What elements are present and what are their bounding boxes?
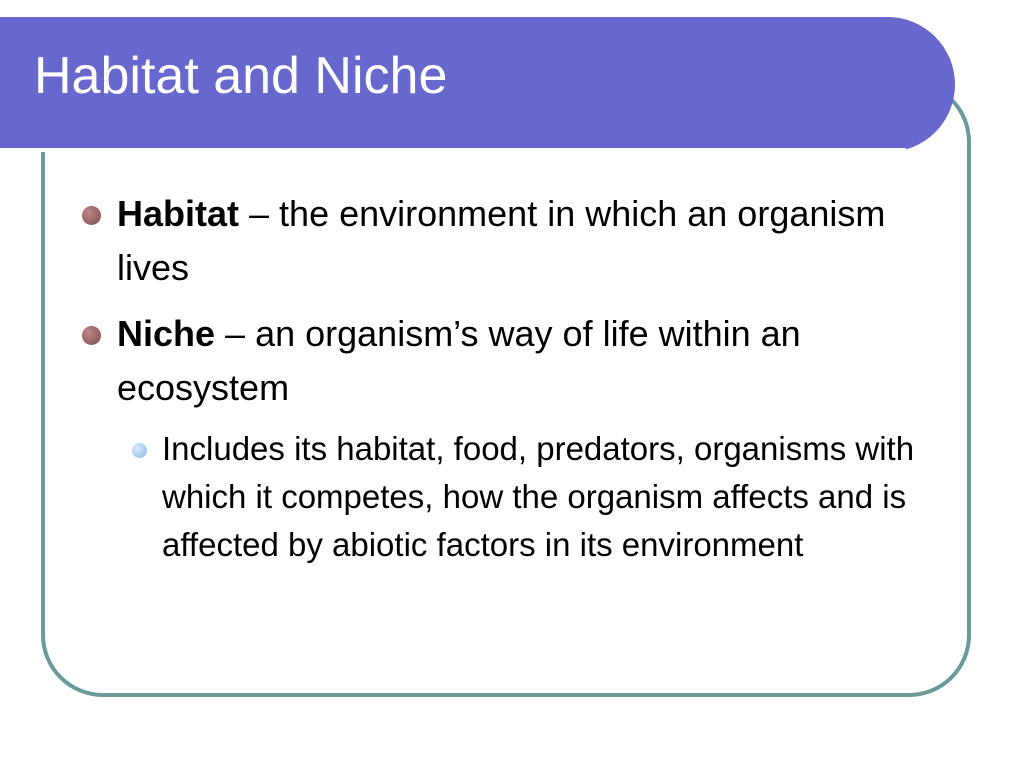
bullet-definition: – an organism’s way of life within an ecosystem xyxy=(117,313,801,408)
bullet-item-niche xyxy=(117,307,927,415)
bullet-dot-icon xyxy=(82,206,101,225)
bullet-item-habitat xyxy=(117,187,927,295)
sub-bullet-dot-icon xyxy=(132,443,147,458)
bullet-term: Habitat xyxy=(117,193,240,234)
bullet-term: Niche xyxy=(117,313,216,354)
sub-bullet-text: Includes its habitat, food, predators, organisms with which it competes, how the organism affects and is affected by abiotic factors in its environment xyxy=(162,430,915,563)
slide-title: Habitat and Niche xyxy=(34,47,448,105)
bullet-definition: – the environment in which an organism lives xyxy=(117,193,886,288)
bullet-dot-icon xyxy=(82,326,101,345)
sub-bullet-item xyxy=(162,425,932,569)
